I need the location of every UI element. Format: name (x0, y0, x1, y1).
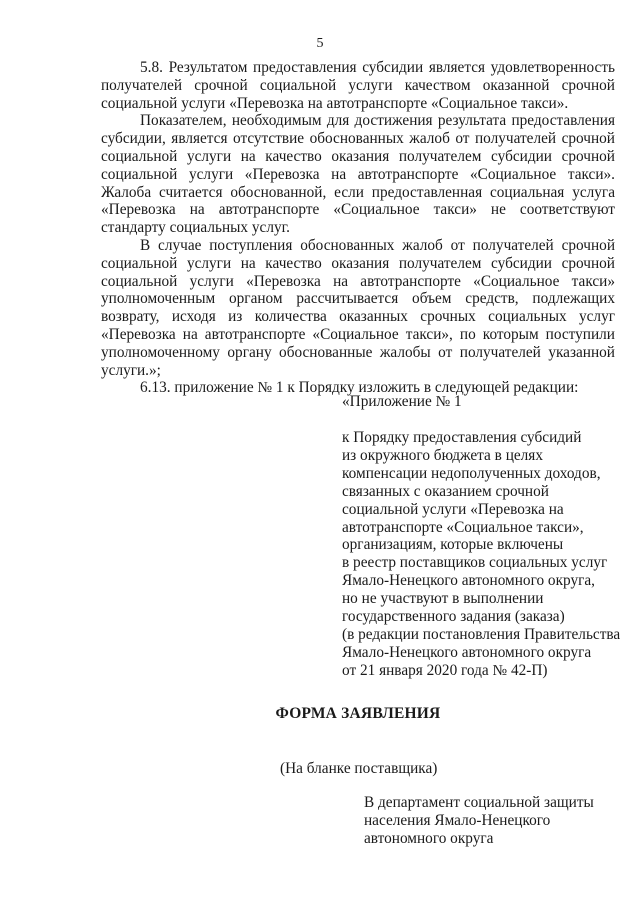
appendix-line: связанных с оказанием срочной (342, 482, 549, 500)
appendix-line: (в редакции постановления Правительства (342, 625, 621, 643)
appendix-line: но не участвуют в выполнении (342, 590, 544, 608)
paragraph-5-8: 5.8. Результатом предоставления субсидии является удовлетворенность получателей срочной социальной услуги качеством оказанной срочной социальной услуги «Перевозка на автотранспорте «Социальное такси». (101, 59, 615, 112)
page-number: 5 (316, 36, 324, 51)
appendix-line: Ямало-Ненецкого автономного округа, (342, 572, 595, 590)
paragraph-6-13: 6.13. приложение № 1 к Порядку изложить в следующей редакции: (140, 379, 579, 397)
appendix-line: от 21 января 2020 года № 42-П) (342, 661, 548, 679)
appendix-line: в реестр поставщиков социальных услуг (342, 554, 608, 572)
addressee-line: В департамент социальной защиты (364, 794, 594, 811)
addressee-line: населения Ямало-Ненецкого (364, 812, 551, 829)
addressee-line: автономного округа (364, 830, 494, 847)
appendix-line: социальной услуги «Перевозка на (342, 500, 564, 518)
appendix-line: к Порядку предоставления субсидий (342, 429, 582, 446)
body-text (101, 59, 615, 397)
appendix-line: компенсации недополученных доходов, (342, 464, 601, 482)
appendix-line: Ямало-Ненецкого автономного округа (342, 643, 592, 661)
paragraph-indicator: Показателем, необходимым для достижения результата предоставления субсидии, является отсутствие обоснованных жалоб от получателей срочной социальной услуги на качество оказания получателем субсидии срочной социальной услуги «Перевозка на автотранспорте «Социальное такси». Жалоба считается обоснованной, если предоставленная социальная услуга «Перевозка на автотранспорте «Социальное такси» не соответствуют стандарту социальных услуг. (101, 112, 615, 237)
letterhead-note: (На бланке поставщика) (280, 760, 438, 777)
form-title: ФОРМА ЗАЯВЛЕНИЯ (275, 705, 441, 722)
appendix-line: автотранспорте «Социальное такси», (342, 518, 584, 536)
appendix-title: «Приложение № 1 (342, 393, 462, 410)
appendix-line: государственного задания (заказа) (342, 608, 565, 626)
appendix-line: организациям, которые включены (342, 536, 564, 554)
appendix-line: из окружного бюджета в целях (342, 446, 543, 464)
addressee-block (364, 794, 614, 848)
paragraph-complaints: В случае поступления обоснованных жалоб от получателей срочной социальной услуги на качество оказания получателем субсидии срочной социальной услуги «Перевозка на автотранспорте «Социальное такси» уполномоченным органом рассчитывается объем средств, подлежащих возврату, исходя из количества оказанных срочных социальных услуг «Перевозка на автотранспорте «Социальное такси», по которым поступили уполномоченному органу обоснованные жалобы от получателей указанной услуги.»; (101, 236, 615, 379)
appendix-block (342, 429, 632, 680)
